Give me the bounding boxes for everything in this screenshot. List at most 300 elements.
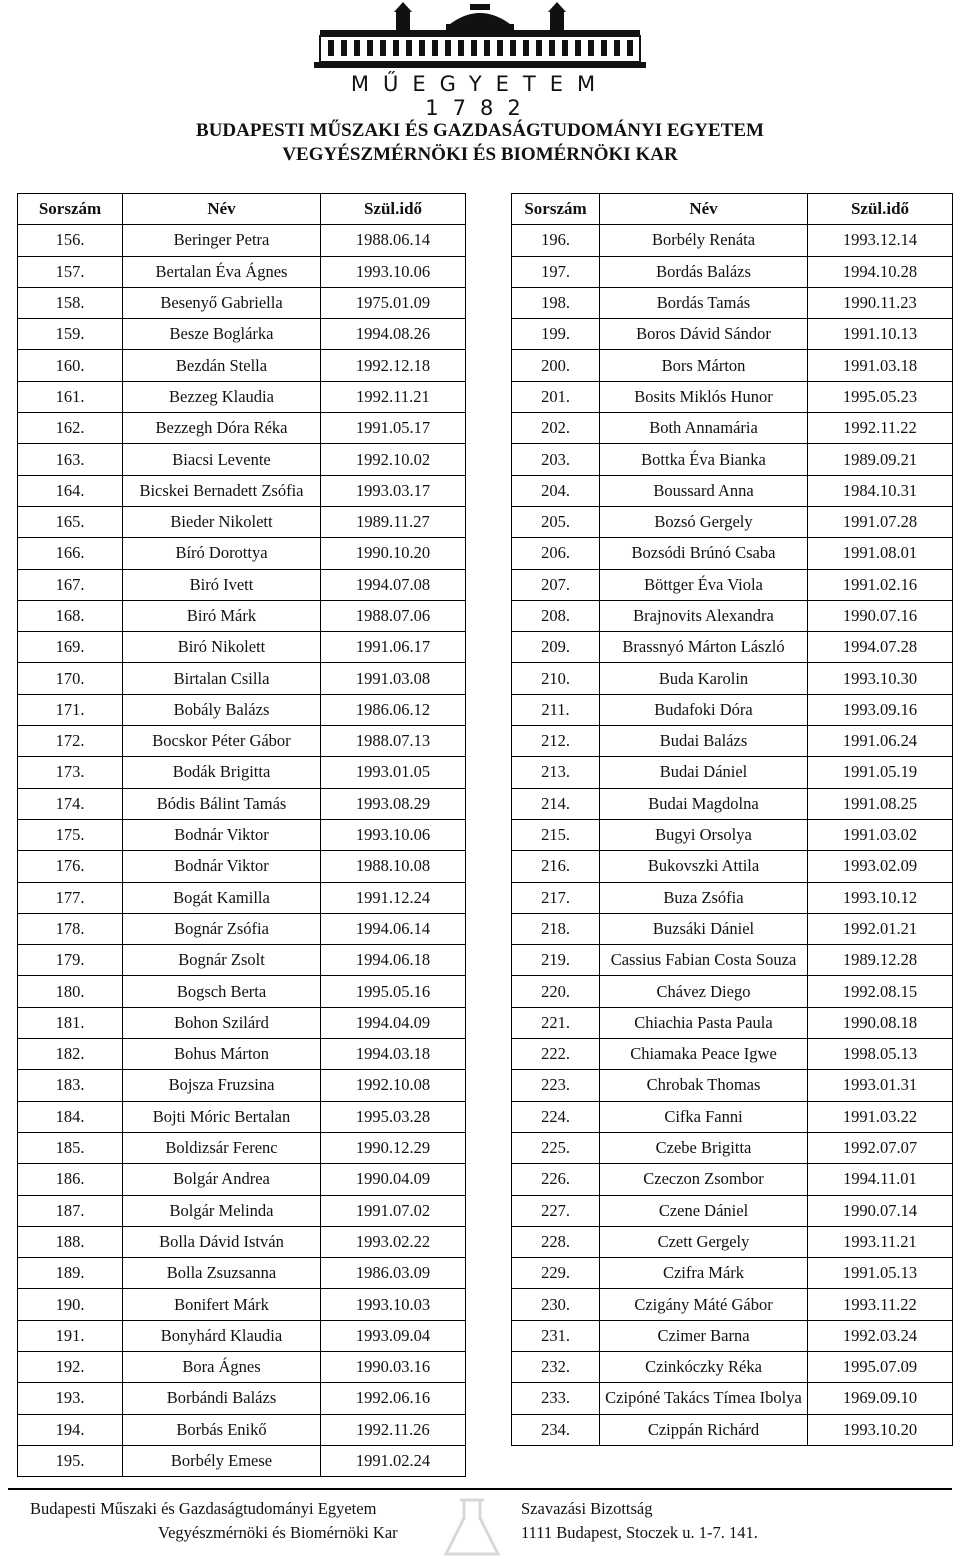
row-birth-date: 1991.12.24 <box>321 882 466 913</box>
row-name: Buzsáki Dániel <box>600 913 808 944</box>
row-birth-date: 1991.03.22 <box>808 1101 953 1132</box>
column-header-name: Név <box>600 194 808 225</box>
table-row <box>512 444 953 475</box>
row-number: 195. <box>18 1445 123 1476</box>
row-number: 222. <box>512 1039 600 1070</box>
column-header-number: Sorszám <box>512 194 600 225</box>
row-birth-date: 1991.02.16 <box>808 569 953 600</box>
row-name: Czene Dániel <box>600 1195 808 1226</box>
row-name: Cassius Fabian Costa Souza <box>600 945 808 976</box>
row-birth-date: 1993.01.31 <box>808 1070 953 1101</box>
row-birth-date: 1992.10.02 <box>321 444 466 475</box>
row-name: Bordás Balázs <box>600 256 808 287</box>
table-row <box>512 945 953 976</box>
table-row <box>18 1007 466 1038</box>
table-row <box>18 444 466 475</box>
row-number: 175. <box>18 819 123 850</box>
table-row <box>512 1289 953 1320</box>
row-name: Bonifert Márk <box>123 1289 321 1320</box>
row-number: 198. <box>512 287 600 318</box>
table-row <box>18 694 466 725</box>
table-row <box>18 475 466 506</box>
table-row <box>18 1320 466 1351</box>
row-number: 192. <box>18 1351 123 1382</box>
row-number: 211. <box>512 694 600 725</box>
row-number: 179. <box>18 945 123 976</box>
row-birth-date: 1986.03.09 <box>321 1258 466 1289</box>
row-number: 208. <box>512 600 600 631</box>
row-birth-date: 1969.09.10 <box>808 1383 953 1414</box>
table-row <box>18 976 466 1007</box>
table-row <box>18 256 466 287</box>
row-name: Czett Gergely <box>600 1226 808 1257</box>
table-row <box>512 1351 953 1382</box>
row-name: Bogsch Berta <box>123 976 321 1007</box>
row-number: 183. <box>18 1070 123 1101</box>
row-birth-date: 1993.12.14 <box>808 225 953 256</box>
row-birth-date: 1990.11.23 <box>808 287 953 318</box>
row-number: 215. <box>512 819 600 850</box>
row-number: 156. <box>18 225 123 256</box>
row-number: 158. <box>18 287 123 318</box>
row-number: 201. <box>512 381 600 412</box>
table-row <box>18 225 466 256</box>
row-birth-date: 1988.06.14 <box>321 225 466 256</box>
row-name: Biacsi Levente <box>123 444 321 475</box>
row-birth-date: 1992.01.21 <box>808 913 953 944</box>
table-row <box>512 1101 953 1132</box>
row-name: Budai Magdolna <box>600 788 808 819</box>
row-number: 218. <box>512 913 600 944</box>
table-row <box>18 381 466 412</box>
table-row <box>512 882 953 913</box>
row-number: 185. <box>18 1132 123 1163</box>
table-row <box>18 1289 466 1320</box>
row-birth-date: 1990.10.20 <box>321 538 466 569</box>
table-row <box>512 1383 953 1414</box>
row-name: Czipóné Takács Tímea Ibolya <box>600 1383 808 1414</box>
row-name: Both Annamária <box>600 413 808 444</box>
row-birth-date: 1991.08.01 <box>808 538 953 569</box>
row-birth-date: 1990.12.29 <box>321 1132 466 1163</box>
row-name: Czeczon Zsombor <box>600 1164 808 1195</box>
footer-university: Budapesti Műszaki és Gazdaságtudományi Egyetem <box>30 1499 377 1518</box>
row-name: Chrobak Thomas <box>600 1070 808 1101</box>
row-birth-date: 1994.07.28 <box>808 632 953 663</box>
row-birth-date: 1991.06.17 <box>321 632 466 663</box>
row-birth-date: 1988.10.08 <box>321 851 466 882</box>
row-name: Bors Márton <box>600 350 808 381</box>
table-row <box>18 350 466 381</box>
row-name: Bukovszki Attila <box>600 851 808 882</box>
table-row <box>512 663 953 694</box>
table-row <box>18 1414 466 1445</box>
row-name: Cifka Fanni <box>600 1101 808 1132</box>
row-name: Borbás Enikő <box>123 1414 321 1445</box>
row-number: 167. <box>18 569 123 600</box>
table-row <box>18 569 466 600</box>
row-number: 165. <box>18 506 123 537</box>
row-name: Bozsó Gergely <box>600 506 808 537</box>
row-birth-date: 1991.05.19 <box>808 757 953 788</box>
row-number: 227. <box>512 1195 600 1226</box>
table-row <box>512 1258 953 1289</box>
row-name: Bognár Zsolt <box>123 945 321 976</box>
row-birth-date: 1986.06.12 <box>321 694 466 725</box>
table-row <box>18 945 466 976</box>
row-number: 191. <box>18 1320 123 1351</box>
table-row <box>18 287 466 318</box>
row-number: 234. <box>512 1414 600 1445</box>
table-row <box>18 1195 466 1226</box>
row-name: Buza Zsófia <box>600 882 808 913</box>
row-birth-date: 1994.08.26 <box>321 319 466 350</box>
row-number: 193. <box>18 1383 123 1414</box>
row-birth-date: 1990.07.14 <box>808 1195 953 1226</box>
row-birth-date: 1990.08.18 <box>808 1007 953 1038</box>
row-birth-date: 1990.07.16 <box>808 600 953 631</box>
row-number: 171. <box>18 694 123 725</box>
row-name: Boldizsár Ferenc <box>123 1132 321 1163</box>
row-name: Bora Ágnes <box>123 1351 321 1382</box>
table-row <box>512 350 953 381</box>
row-number: 217. <box>512 882 600 913</box>
row-birth-date: 1993.10.03 <box>321 1289 466 1320</box>
row-name: Bonyhárd Klaudia <box>123 1320 321 1351</box>
university-logo <box>300 2 660 120</box>
row-number: 225. <box>512 1132 600 1163</box>
row-name: Bolla Zsuzsanna <box>123 1258 321 1289</box>
table-row <box>18 1258 466 1289</box>
row-name: Bodnár Viktor <box>123 851 321 882</box>
row-name: Czebe Brigitta <box>600 1132 808 1163</box>
row-birth-date: 1993.09.04 <box>321 1320 466 1351</box>
row-number: 219. <box>512 945 600 976</box>
university-building-icon <box>300 2 660 72</box>
table-row <box>512 1414 953 1445</box>
column-header-number: Sorszám <box>18 194 123 225</box>
row-name: Bodák Brigitta <box>123 757 321 788</box>
row-birth-date: 1994.10.28 <box>808 256 953 287</box>
table-row <box>512 600 953 631</box>
row-birth-date: 1991.05.13 <box>808 1258 953 1289</box>
table-row <box>18 319 466 350</box>
row-name: Chiachia Pasta Paula <box>600 1007 808 1038</box>
register-table-right <box>511 193 953 1446</box>
footer-committee <box>521 1497 758 1545</box>
row-birth-date: 1994.06.18 <box>321 945 466 976</box>
row-name: Bódis Bálint Tamás <box>123 788 321 819</box>
row-name: Besenyő Gabriella <box>123 287 321 318</box>
row-name: Chávez Diego <box>600 976 808 1007</box>
footer-institution <box>30 1497 398 1545</box>
row-birth-date: 1998.05.13 <box>808 1039 953 1070</box>
row-name: Bertalan Éva Ágnes <box>123 256 321 287</box>
row-number: 216. <box>512 851 600 882</box>
row-birth-date: 1991.03.18 <box>808 350 953 381</box>
row-birth-date: 1995.03.28 <box>321 1101 466 1132</box>
row-birth-date: 1989.12.28 <box>808 945 953 976</box>
table-header-row <box>18 194 466 225</box>
row-number: 186. <box>18 1164 123 1195</box>
row-number: 220. <box>512 976 600 1007</box>
row-name: Czimer Barna <box>600 1320 808 1351</box>
row-birth-date: 1991.06.24 <box>808 726 953 757</box>
table-row <box>512 225 953 256</box>
row-name: Bottka Éva Bianka <box>600 444 808 475</box>
row-number: 161. <box>18 381 123 412</box>
table-row <box>512 1320 953 1351</box>
row-name: Boussard Anna <box>600 475 808 506</box>
row-number: 170. <box>18 663 123 694</box>
row-name: Budafoki Dóra <box>600 694 808 725</box>
table-row <box>512 726 953 757</box>
row-birth-date: 1992.11.22 <box>808 413 953 444</box>
row-birth-date: 1988.07.13 <box>321 726 466 757</box>
row-number: 209. <box>512 632 600 663</box>
row-number: 200. <box>512 350 600 381</box>
table-row <box>512 819 953 850</box>
table-row <box>18 600 466 631</box>
row-number: 213. <box>512 757 600 788</box>
row-name: Czigány Máté Gábor <box>600 1289 808 1320</box>
table-row <box>18 1445 466 1476</box>
row-number: 188. <box>18 1226 123 1257</box>
column-header-birth: Szül.idő <box>808 194 953 225</box>
row-birth-date: 1992.10.08 <box>321 1070 466 1101</box>
row-name: Bobály Balázs <box>123 694 321 725</box>
row-name: Bezzeg Klaudia <box>123 381 321 412</box>
row-number: 159. <box>18 319 123 350</box>
footer-committee-name: Szavazási Bizottság <box>521 1499 653 1518</box>
register-table-left <box>17 193 466 1477</box>
row-birth-date: 1993.03.17 <box>321 475 466 506</box>
table-row <box>18 1101 466 1132</box>
row-name: Bosits Miklós Hunor <box>600 381 808 412</box>
row-birth-date: 1989.11.27 <box>321 506 466 537</box>
row-birth-date: 1991.10.13 <box>808 319 953 350</box>
row-number: 221. <box>512 1007 600 1038</box>
row-name: Bíró Dorottya <box>123 538 321 569</box>
row-birth-date: 1994.11.01 <box>808 1164 953 1195</box>
row-birth-date: 1992.11.26 <box>321 1414 466 1445</box>
table-row <box>18 819 466 850</box>
row-number: 224. <box>512 1101 600 1132</box>
table-row <box>512 851 953 882</box>
row-birth-date: 1994.04.09 <box>321 1007 466 1038</box>
row-birth-date: 1994.07.08 <box>321 569 466 600</box>
row-name: Borbély Emese <box>123 1445 321 1476</box>
table-row <box>18 506 466 537</box>
row-number: 231. <box>512 1320 600 1351</box>
row-number: 205. <box>512 506 600 537</box>
row-number: 226. <box>512 1164 600 1195</box>
row-name: Bezdán Stella <box>123 350 321 381</box>
row-number: 229. <box>512 1258 600 1289</box>
row-number: 168. <box>18 600 123 631</box>
table-row <box>512 319 953 350</box>
table-row <box>512 1039 953 1070</box>
row-number: 233. <box>512 1383 600 1414</box>
row-number: 169. <box>18 632 123 663</box>
table-row <box>18 882 466 913</box>
row-birth-date: 1989.09.21 <box>808 444 953 475</box>
table-row <box>18 726 466 757</box>
row-birth-date: 1992.11.21 <box>321 381 466 412</box>
row-birth-date: 1991.03.08 <box>321 663 466 694</box>
row-number: 230. <box>512 1289 600 1320</box>
row-name: Bordás Tamás <box>600 287 808 318</box>
row-birth-date: 1993.02.22 <box>321 1226 466 1257</box>
column-header-name: Név <box>123 194 321 225</box>
row-number: 180. <box>18 976 123 1007</box>
row-number: 166. <box>18 538 123 569</box>
row-name: Budai Dániel <box>600 757 808 788</box>
row-birth-date: 1995.05.23 <box>808 381 953 412</box>
row-number: 232. <box>512 1351 600 1382</box>
row-birth-date: 1992.06.16 <box>321 1383 466 1414</box>
row-number: 181. <box>18 1007 123 1038</box>
row-name: Bolgár Andrea <box>123 1164 321 1195</box>
table-row <box>512 788 953 819</box>
table-row <box>512 1195 953 1226</box>
row-birth-date: 1984.10.31 <box>808 475 953 506</box>
row-name: Chiamaka Peace Igwe <box>600 1039 808 1070</box>
table-row <box>18 632 466 663</box>
row-number: 164. <box>18 475 123 506</box>
row-number: 202. <box>512 413 600 444</box>
row-number: 207. <box>512 569 600 600</box>
table-row <box>512 1070 953 1101</box>
row-name: Bolla Dávid István <box>123 1226 321 1257</box>
row-name: Bozsódi Brúnó Csaba <box>600 538 808 569</box>
row-name: Beringer Petra <box>123 225 321 256</box>
row-name: Bolgár Melinda <box>123 1195 321 1226</box>
row-birth-date: 1993.10.12 <box>808 882 953 913</box>
table-row <box>512 1007 953 1038</box>
row-name: Buda Karolin <box>600 663 808 694</box>
university-name: BUDAPESTI MŰSZAKI ÉS GAZDASÁGTUDOMÁNYI EGYETEM <box>196 120 764 141</box>
row-number: 189. <box>18 1258 123 1289</box>
row-birth-date: 1988.07.06 <box>321 600 466 631</box>
table-row <box>18 538 466 569</box>
row-birth-date: 1991.07.28 <box>808 506 953 537</box>
table-row <box>512 913 953 944</box>
row-birth-date: 1993.10.30 <box>808 663 953 694</box>
table-row <box>18 757 466 788</box>
row-name: Borbély Renáta <box>600 225 808 256</box>
row-number: 174. <box>18 788 123 819</box>
row-birth-date: 1991.07.02 <box>321 1195 466 1226</box>
row-name: Birtalan Csilla <box>123 663 321 694</box>
row-number: 176. <box>18 851 123 882</box>
row-number: 182. <box>18 1039 123 1070</box>
row-name: Czippán Richárd <box>600 1414 808 1445</box>
row-name: Brassnyó Márton László <box>600 632 808 663</box>
row-name: Bohon Szilárd <box>123 1007 321 1038</box>
table-row <box>18 1383 466 1414</box>
table-row <box>512 632 953 663</box>
row-birth-date: 1992.08.15 <box>808 976 953 1007</box>
row-number: 173. <box>18 757 123 788</box>
row-birth-date: 1992.03.24 <box>808 1320 953 1351</box>
row-birth-date: 1993.10.06 <box>321 256 466 287</box>
row-number: 196. <box>512 225 600 256</box>
row-number: 204. <box>512 475 600 506</box>
table-row <box>512 976 953 1007</box>
row-name: Bohus Márton <box>123 1039 321 1070</box>
row-name: Bicskei Bernadett Zsófia <box>123 475 321 506</box>
row-birth-date: 1991.02.24 <box>321 1445 466 1476</box>
table-row <box>18 1351 466 1382</box>
row-name: Bocskor Péter Gábor <box>123 726 321 757</box>
row-name: Bognár Zsófia <box>123 913 321 944</box>
table-row <box>512 1226 953 1257</box>
row-number: 223. <box>512 1070 600 1101</box>
row-number: 177. <box>18 882 123 913</box>
row-name: Bieder Nikolett <box>123 506 321 537</box>
row-birth-date: 1990.04.09 <box>321 1164 466 1195</box>
row-birth-date: 1993.10.20 <box>808 1414 953 1445</box>
row-number: 163. <box>18 444 123 475</box>
table-row <box>18 1164 466 1195</box>
table-row <box>18 413 466 444</box>
row-birth-date: 1991.03.02 <box>808 819 953 850</box>
row-birth-date: 1993.01.05 <box>321 757 466 788</box>
table-row <box>18 1226 466 1257</box>
row-birth-date: 1991.05.17 <box>321 413 466 444</box>
row-birth-date: 1993.11.22 <box>808 1289 953 1320</box>
row-name: Bojsza Fruzsina <box>123 1070 321 1101</box>
row-number: 172. <box>18 726 123 757</box>
row-birth-date: 1993.02.09 <box>808 851 953 882</box>
row-birth-date: 1993.09.16 <box>808 694 953 725</box>
table-row <box>512 475 953 506</box>
table-row <box>512 413 953 444</box>
table-row <box>512 538 953 569</box>
table-row <box>18 1070 466 1101</box>
row-number: 184. <box>18 1101 123 1132</box>
table-row <box>512 757 953 788</box>
row-birth-date: 1994.03.18 <box>321 1039 466 1070</box>
footer-address: 1111 Budapest, Stoczek u. 1-7. 141. <box>521 1523 758 1542</box>
table-row <box>18 913 466 944</box>
row-birth-date: 1992.07.07 <box>808 1132 953 1163</box>
row-birth-date: 1994.06.14 <box>321 913 466 944</box>
row-birth-date: 1991.08.25 <box>808 788 953 819</box>
row-name: Bogát Kamilla <box>123 882 321 913</box>
column-header-birth: Szül.idő <box>321 194 466 225</box>
row-number: 197. <box>512 256 600 287</box>
row-birth-date: 1992.12.18 <box>321 350 466 381</box>
row-name: Boros Dávid Sándor <box>600 319 808 350</box>
row-number: 157. <box>18 256 123 287</box>
table-row <box>18 851 466 882</box>
row-birth-date: 1993.10.06 <box>321 819 466 850</box>
table-row <box>512 569 953 600</box>
row-number: 214. <box>512 788 600 819</box>
row-name: Bugyi Orsolya <box>600 819 808 850</box>
row-number: 212. <box>512 726 600 757</box>
table-header-row <box>512 194 953 225</box>
row-number: 206. <box>512 538 600 569</box>
footer-divider <box>8 1488 952 1490</box>
row-birth-date: 1990.03.16 <box>321 1351 466 1382</box>
table-row <box>512 256 953 287</box>
row-number: 194. <box>18 1414 123 1445</box>
row-birth-date: 1995.05.16 <box>321 976 466 1007</box>
row-name: Bodnár Viktor <box>123 819 321 850</box>
